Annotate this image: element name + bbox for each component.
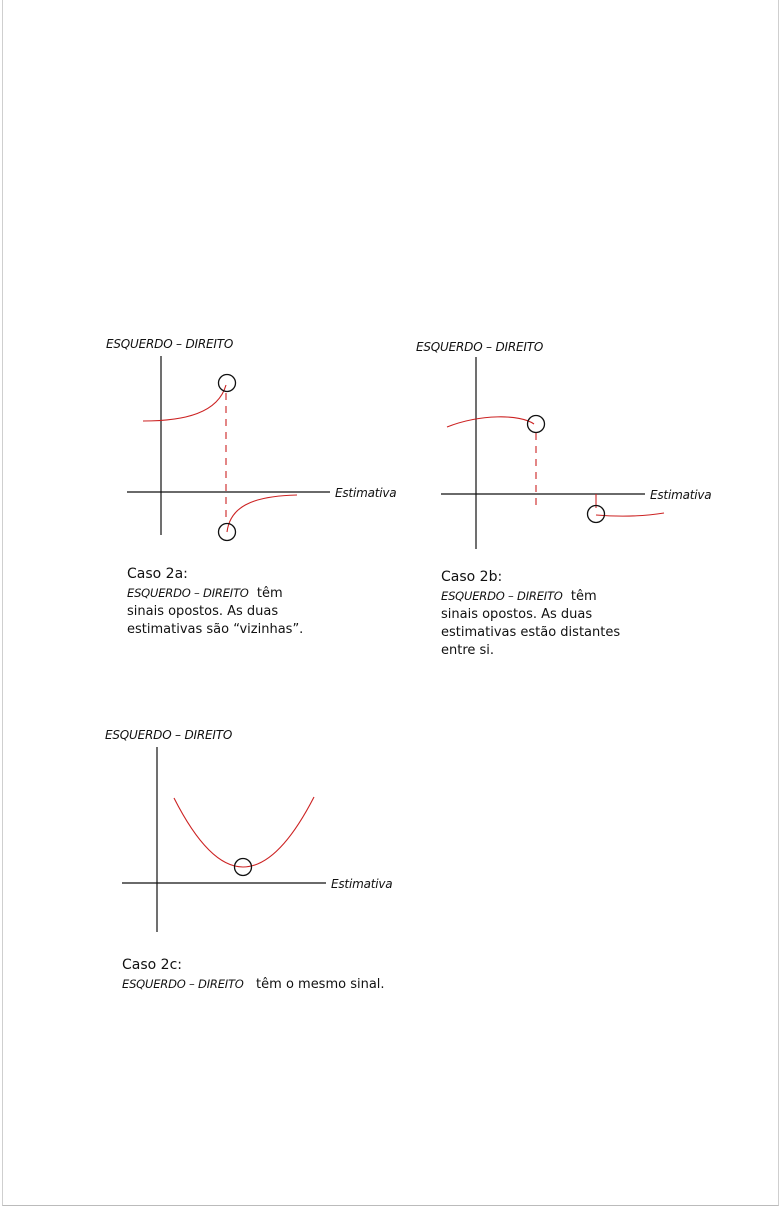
caption-tail: têm xyxy=(256,586,283,601)
x-axis-label: Estimativa xyxy=(335,486,397,500)
caption-tail: têm xyxy=(570,589,597,604)
caption-body-line: estimativas estão distantes xyxy=(441,625,621,640)
x-axis-label: Estimativa xyxy=(331,877,393,891)
caption-first-line xyxy=(122,975,422,994)
caption-lead: ESQUERDO – DIREITO xyxy=(127,586,249,600)
caption-title: Caso 2b: xyxy=(441,569,503,585)
caption-body-line: sinais opostos. As duas xyxy=(441,607,593,622)
caption-body-line: entre si. xyxy=(441,643,495,658)
caption-caso-2c xyxy=(122,956,422,994)
caption-lead: ESQUERDO – DIREITO xyxy=(441,589,563,603)
y-axis-label: ESQUERDO – DIREITO xyxy=(105,728,233,742)
caption-body-line: sinais opostos. As duas xyxy=(127,604,279,619)
caption-title: Caso 2c: xyxy=(122,957,182,973)
y-axis-label: ESQUERDO – DIREITO xyxy=(416,340,544,354)
caption-title: Caso 2a: xyxy=(127,566,188,582)
caption-body-line: estimativas são “vizinhas”. xyxy=(127,622,304,637)
y-axis-label: ESQUERDO – DIREITO xyxy=(106,337,234,351)
parabola-curve xyxy=(174,797,314,867)
caption-tail: têm o mesmo sinal. xyxy=(256,977,385,992)
x-axis-label: Estimativa xyxy=(650,488,712,502)
caption-lead: ESQUERDO – DIREITO xyxy=(122,977,244,991)
